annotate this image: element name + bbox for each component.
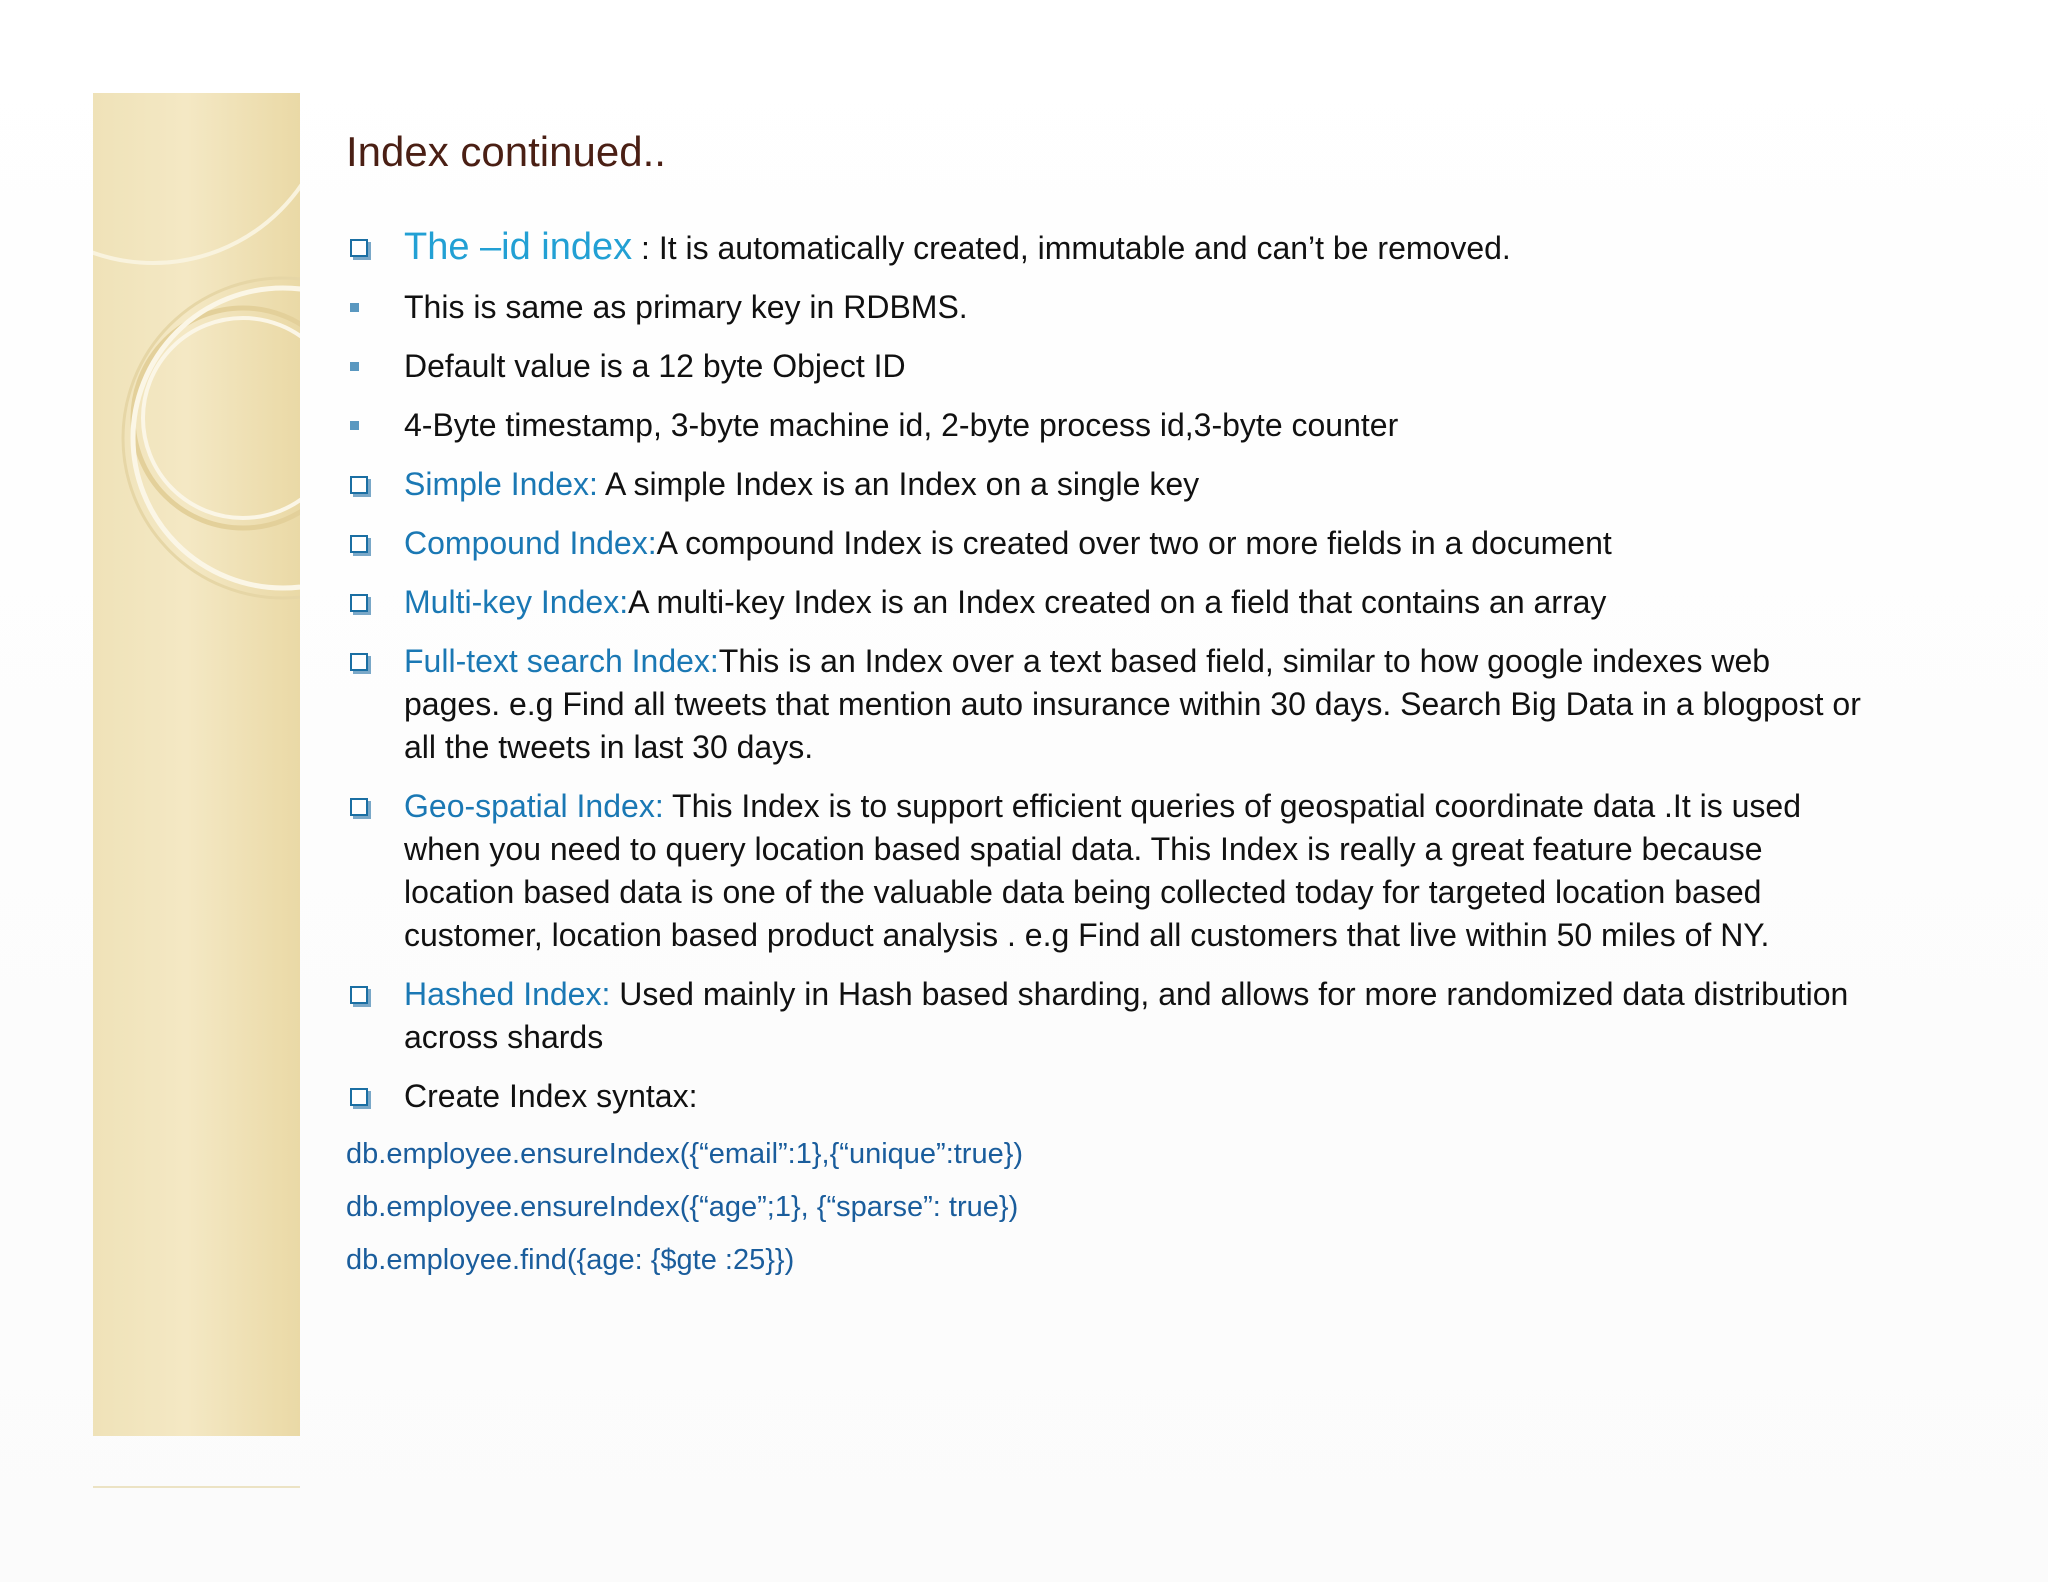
index-term: The –id index <box>404 226 633 268</box>
decorative-side-strip <box>93 93 300 1436</box>
box-bullet-icon <box>350 522 380 565</box>
decorative-circles-icon <box>93 93 300 1436</box>
item-text: A simple Index is an Index on a single key <box>597 466 1200 502</box>
list-item <box>346 463 1866 506</box>
index-term: Multi-key Index: <box>404 584 629 620</box>
item-text: This is an Index over a text based field, similar to how google indexes web pages. e.g Find all tweets that mention auto insurance within 30 days. Search Big Data in a blogpost or all the tweets in last 30 days. <box>404 643 1861 765</box>
list-item <box>346 1075 1866 1118</box>
index-term: Compound Index: <box>404 525 657 561</box>
item-text: This is same as primary key in RDBMS. <box>404 289 968 325</box>
item-text: This Index is to support efficient queries of geospatial coordinate data .It is used when you need to query location based spatial data. This Index is really a great feature because location based data is one of the valuable data being collected today for targeted location based customer, location based product analysis . e.g Find all customers that live within 50 miles of NY. <box>404 788 1801 953</box>
item-text: A multi-key Index is an Index created on a field that contains an array <box>628 584 1607 620</box>
box-bullet-icon <box>350 463 380 506</box>
item-text: 4-Byte timestamp, 3-byte machine id, 2-byte process id,3-byte counter <box>404 407 1399 443</box>
item-text: Used mainly in Hash based sharding, and allows for more randomized data distribution across shards <box>404 976 1849 1055</box>
list-item <box>346 640 1866 769</box>
list-item <box>346 226 1866 270</box>
item-text: Default value is a 12 byte Object ID <box>404 348 906 384</box>
box-bullet-icon <box>350 640 380 683</box>
code-line: db.employee.ensureIndex({“email”:1},{“unique”:true}) <box>346 1138 1024 1170</box>
square-bullet-icon <box>350 345 380 388</box>
box-bullet-icon <box>350 581 380 624</box>
item-text: Create Index syntax: <box>404 1078 698 1114</box>
code-line: db.employee.ensureIndex({“age”;1}, {“sparse”: true}) <box>346 1191 1019 1223</box>
list-item <box>346 581 1866 624</box>
square-bullet-icon <box>350 404 380 447</box>
list-item <box>346 973 1866 1059</box>
slide-title: Index continued.. <box>346 128 666 175</box>
item-text: A compound Index is created over two or more fields in a document <box>656 525 1612 561</box>
box-bullet-icon <box>350 226 380 269</box>
box-bullet-icon <box>350 1075 380 1118</box>
square-bullet-icon <box>350 286 380 329</box>
index-term: Simple Index: <box>404 466 598 502</box>
list-item <box>346 404 1866 447</box>
box-bullet-icon <box>350 785 380 828</box>
box-bullet-icon <box>350 973 380 1016</box>
index-term: Hashed Index: <box>404 976 611 1012</box>
list-item <box>346 522 1866 565</box>
index-term: Full-text search Index: <box>404 643 719 679</box>
list-item <box>346 785 1866 957</box>
list-item <box>346 286 1866 329</box>
decorative-bottom-rule <box>93 1486 300 1488</box>
index-term: Geo-spatial Index: <box>404 788 664 824</box>
list-item <box>346 345 1866 388</box>
item-text: : It is automatically created, immutable and can’t be removed. <box>632 230 1511 266</box>
code-line: db.employee.find({age: {$gte :25}}) <box>346 1244 795 1276</box>
slide-content <box>346 226 1866 1293</box>
